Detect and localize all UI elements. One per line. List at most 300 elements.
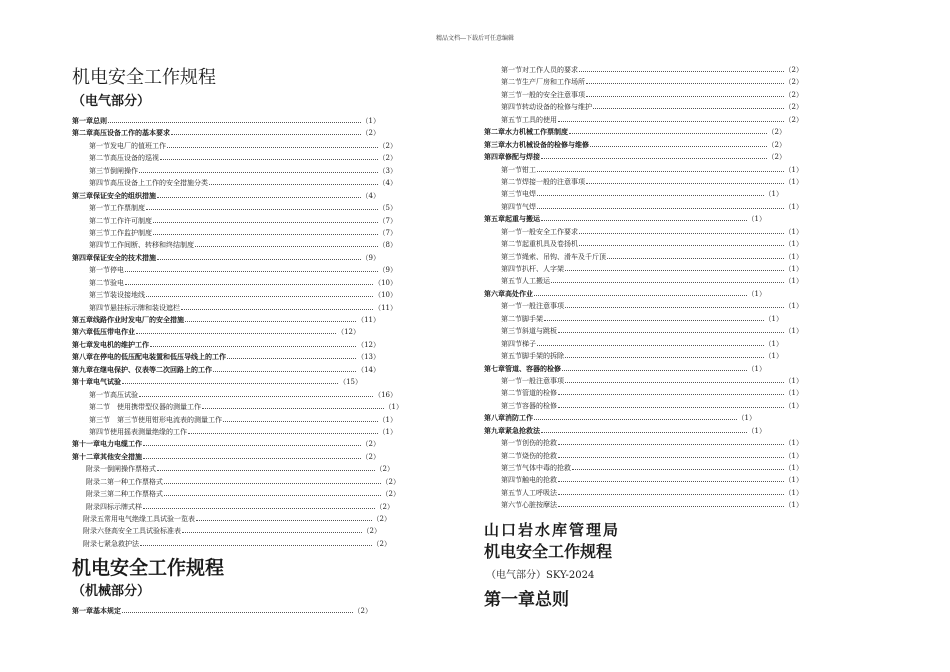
toc-entry[interactable] [72, 114, 380, 126]
toc-dot-leader [213, 363, 356, 372]
toc-entry-title: 第三节 第三节使用钳形电流表的测量工作 [89, 415, 222, 424]
toc-dot-leader [143, 437, 361, 446]
organization-name: 山口岩水库管理局 [484, 520, 621, 539]
toc-dot-leader [146, 201, 378, 210]
toc-entry[interactable] [72, 176, 397, 188]
doc-subtitle-mechanical: （机械部分） [72, 584, 151, 600]
toc-entry[interactable] [72, 437, 380, 449]
toc-page-number: （1） [784, 265, 803, 273]
toc-entry-title: 第三节工作监护制度 [89, 228, 152, 237]
toc-page-number: （1） [384, 403, 403, 412]
toc-entry[interactable] [72, 313, 380, 325]
toc-page-number: （1） [784, 240, 803, 249]
toc-entry-title: 第三节绳索、吊钩、滑车及千斤顶 [501, 252, 606, 261]
toc-dot-leader [565, 374, 784, 383]
toc-dot-leader [541, 212, 747, 221]
toc-dot-leader [558, 473, 784, 482]
toc-page-number: （1） [784, 165, 803, 174]
toc-entry-title: 第二节 使用携带型仪器的测量工作 [89, 403, 201, 412]
toc-page-number: （2） [784, 115, 803, 124]
toc-entry-title: 第六节心脏按摩法 [501, 501, 557, 510]
toc-entry-title: 第一节停电 [89, 266, 124, 275]
toc-mechanical [72, 604, 372, 616]
toc-page-number: （2） [381, 490, 400, 499]
doc-title: 机电安全工作规程 [72, 67, 216, 88]
toc-page-number: （16） [374, 390, 397, 399]
toc-entry[interactable] [484, 163, 803, 175]
toc-entry[interactable] [72, 251, 380, 263]
toc-entry-title: 第四节触电的抢救 [501, 476, 557, 485]
toc-entry-title: 第二节烧伤的抢救 [501, 451, 557, 460]
toc-page-number: （1） [747, 215, 766, 224]
toc-entry-title: 第五章线路作业时发电厂的安全措施 [72, 315, 184, 324]
toc-entry-title: 第四节悬挂标示牌和装设遮栏 [89, 303, 180, 312]
toc-dot-leader [565, 299, 784, 308]
toc-entry[interactable] [484, 362, 766, 374]
toc-entry-title: 第四节高压设备上工作的安全措施分类 [89, 179, 208, 188]
toc-entry-title: 第六章高处作业 [484, 288, 533, 298]
toc-dot-leader [586, 75, 784, 84]
toc-entry[interactable] [484, 100, 803, 112]
toc-page-number: （2） [784, 66, 803, 74]
toc-dot-leader [140, 537, 372, 546]
toc-entry-title: 第一节对工作人员的要求 [501, 66, 578, 74]
toc-entry[interactable] [484, 337, 783, 349]
toc-entry[interactable] [72, 512, 391, 524]
toc-entry[interactable] [72, 164, 397, 176]
toc-page-number: （1） [784, 476, 803, 485]
toc-dot-leader [534, 411, 737, 420]
toc-entry-title: 第五节人工搬运 [501, 277, 550, 286]
toc-entry[interactable] [72, 500, 394, 512]
toc-page-number: （2） [361, 440, 380, 449]
toc-entry-title: 第四节使用摇表测量绝缘的工作 [89, 427, 187, 436]
toc-entry-title: 第六章低压带电作业 [72, 327, 135, 337]
toc-dot-leader [125, 263, 378, 272]
cover-subtitle: （电气部分）SKY-2024 [486, 569, 595, 581]
toc-entry[interactable] [484, 212, 766, 224]
toc-page-number: （1） [784, 202, 803, 211]
toc-dot-leader [579, 225, 784, 234]
toc-entry[interactable] [72, 189, 380, 201]
toc-page-number: （1） [764, 352, 783, 361]
toc-page-number: （1） [764, 314, 783, 323]
toc-entry[interactable] [72, 375, 362, 387]
toc-entry[interactable] [72, 238, 397, 250]
toc-entry-title: 第三节装设接地线 [89, 291, 145, 300]
chapter-heading: 第一章总则 [484, 589, 569, 610]
toc-entry-title: 第二节生产厂房和工作场所 [501, 78, 585, 87]
toc-page-number: （2） [381, 477, 400, 486]
toc-entry-title: 第二章高压设备工作的基本要求 [72, 128, 170, 138]
toc-page-number: （1） [764, 339, 783, 348]
toc-page-number: （2） [767, 128, 786, 137]
toc-entry[interactable] [72, 425, 397, 437]
toc-dot-leader [579, 63, 784, 72]
toc-dot-leader [125, 276, 373, 285]
toc-page-number: （1） [784, 501, 803, 510]
toc-page-number: （7） [378, 228, 397, 237]
toc-electrical [72, 114, 403, 549]
toc-page-number: （8） [378, 241, 397, 250]
toc-entry-title: 第四节转动设备的检修与维护 [501, 103, 592, 112]
toc-dot-leader [551, 274, 784, 283]
toc-page-number: （1） [784, 389, 803, 398]
toc-entry[interactable] [484, 436, 803, 448]
toc-page-number: （1） [378, 427, 397, 436]
toc-entry[interactable] [484, 374, 803, 386]
toc-dot-leader [185, 313, 356, 322]
toc-page-number: （1） [764, 190, 783, 199]
toc-entry[interactable] [484, 225, 803, 237]
toc-entry-title: 附录四标示牌式样 [86, 502, 142, 511]
toc-entry-title: 第三节电焊 [501, 190, 536, 199]
toc-dot-leader [209, 176, 378, 185]
toc-dot-leader [122, 375, 338, 384]
toc-page-number: （13） [357, 353, 380, 362]
toc-entry[interactable] [72, 301, 397, 313]
toc-entry[interactable] [484, 138, 786, 150]
toc-entry[interactable] [72, 288, 397, 300]
toc-page-number: （2） [784, 90, 803, 99]
toc-entry[interactable] [484, 75, 803, 87]
toc-page-number: （1） [747, 289, 766, 298]
toc-entry-title: 第一节一般安全工作要求 [501, 227, 578, 236]
toc-dot-leader [146, 288, 373, 297]
toc-entry[interactable] [484, 349, 783, 361]
toc-page-number: （10） [374, 291, 397, 300]
toc-entry-title: 第五节工具的使用 [501, 115, 557, 124]
toc-entry-title: 第一节钳工 [501, 165, 536, 174]
toc-entry-title: 第二节起重机具及卷扬机 [501, 240, 578, 249]
toc-page-number: （1） [747, 364, 766, 373]
toc-page-number: （1） [784, 376, 803, 385]
toc-dot-leader [558, 386, 784, 395]
toc-entry[interactable] [484, 299, 803, 311]
doc-title-mechanical: 机电安全工作规程 [72, 557, 225, 580]
toc-page-number: （3） [378, 166, 397, 175]
toc-page-number: （1） [784, 488, 803, 497]
toc-entry-title: 第三节容器的检修 [501, 401, 557, 410]
toc-dot-leader [558, 436, 784, 445]
toc-dot-leader [562, 362, 747, 371]
toc-page-number: （4） [378, 179, 397, 188]
toc-entry-title: 第四节扒杆、人字架 [501, 265, 564, 273]
toc-page-number: （1） [361, 117, 380, 125]
toc-entry-title: 第三章水力机械设备的检修与维修 [484, 139, 589, 149]
left-column [72, 66, 403, 617]
toc-entry[interactable] [484, 262, 803, 274]
toc-entry-title: 附录二第一种工作票格式 [86, 477, 163, 486]
toc-entry-title: 第二节验电 [89, 278, 124, 287]
toc-entry-title: 第三章保证安全的组织措施 [72, 190, 156, 200]
toc-entry[interactable] [72, 350, 380, 362]
toc-page-number: （2） [378, 154, 397, 163]
toc-entry[interactable] [484, 411, 756, 423]
toc-entry-title: 第八章消防工作 [484, 413, 533, 423]
toc-entry-title: 第十一章电力电缆工作 [72, 439, 142, 449]
toc-page-number: （2） [767, 153, 786, 162]
toc-entry-title: 第四节气焊 [501, 202, 536, 211]
toc-page-number: （4） [361, 191, 380, 200]
toc-entry[interactable] [72, 276, 397, 288]
toc-entry[interactable] [484, 175, 803, 187]
toc-entry-title: 第一节一般注意事项 [501, 376, 564, 385]
toc-entry[interactable] [72, 487, 400, 499]
toc-entry-title: 第九章在继电保护、仪表等二次回路上的工作 [72, 364, 212, 374]
toc-page-number: （1） [784, 439, 803, 448]
toc-dot-leader [558, 449, 784, 458]
toc-dot-leader [558, 324, 784, 333]
toc-entry[interactable] [72, 201, 397, 213]
toc-page-number: （2） [784, 78, 803, 87]
toc-dot-leader [579, 237, 784, 246]
toc-entry[interactable] [484, 250, 803, 262]
toc-page-number: （2） [767, 140, 786, 149]
toc-entry[interactable] [72, 139, 397, 151]
toc-dot-leader [150, 338, 356, 347]
toc-dot-leader [139, 164, 378, 173]
toc-page-number: （1） [784, 227, 803, 236]
toc-dot-leader [558, 113, 784, 122]
toc-entry[interactable] [484, 486, 803, 498]
toc-dot-leader [227, 350, 356, 359]
toc-entry[interactable] [484, 200, 803, 212]
toc-entry-title: 第一节发电厂的值班工作 [89, 141, 166, 150]
toc-entry-title: 第三节斜道与跳板 [501, 327, 557, 336]
toc-page-number: （1） [747, 426, 766, 435]
toc-entry[interactable] [72, 413, 397, 425]
toc-dot-leader [182, 524, 362, 533]
toc-entry[interactable] [72, 604, 372, 616]
toc-dot-leader [157, 251, 361, 260]
toc-dot-leader [195, 238, 378, 247]
toc-page-number: （1） [378, 415, 397, 424]
toc-entry-title: 第七章管道、容器的检修 [484, 363, 561, 373]
toc-dot-leader [541, 424, 747, 433]
toc-dot-leader [188, 425, 378, 434]
toc-dot-leader [164, 475, 381, 484]
toc-entry[interactable] [484, 150, 786, 162]
toc-entry-title: 第二节高压设备的巡视 [89, 154, 159, 163]
toc-entry[interactable] [72, 537, 391, 549]
toc-dot-leader [157, 189, 361, 198]
toc-page-number: （7） [378, 216, 397, 225]
toc-entry[interactable] [484, 287, 766, 299]
toc-dot-leader [590, 138, 767, 147]
toc-dot-leader [171, 126, 361, 135]
toc-entry[interactable] [484, 399, 803, 411]
toc-page-number: （2） [375, 465, 394, 474]
toc-entry[interactable] [484, 113, 803, 125]
toc-page-number: （1） [784, 327, 803, 336]
toc-entry[interactable] [72, 325, 360, 337]
toc-dot-leader [569, 125, 767, 134]
toc-dot-leader [544, 312, 764, 321]
toc-page-number: （9） [378, 266, 397, 275]
toc-dot-leader [607, 250, 784, 259]
toc-entry-title: 附录三第二种工作票格式 [86, 490, 163, 499]
toc-entry-title: 第四章保证安全的技术措施 [72, 252, 156, 262]
toc-entry-title: 第二节脚手架 [501, 314, 543, 323]
toc-entry-title: 第九章紧急抢救法 [484, 425, 540, 435]
toc-entry-title: 第一章总则 [72, 116, 107, 125]
toc-dot-leader [541, 150, 767, 159]
toc-entry[interactable] [484, 386, 803, 398]
toc-page-number: （2） [378, 141, 397, 150]
toc-page-number: （1） [784, 302, 803, 311]
toc-entry[interactable] [484, 461, 803, 473]
toc-dot-leader [143, 500, 375, 509]
toc-entry[interactable] [484, 498, 803, 510]
toc-entry-title: 第五节脚手架的拆除 [501, 352, 564, 361]
toc-page-number: （2） [372, 539, 391, 548]
toc-entry-title: 第一章基本规定 [72, 606, 121, 616]
toc-dot-leader [565, 262, 784, 271]
toc-dot-leader [572, 461, 784, 470]
toc-entry-title: 第五章起重与搬运 [484, 214, 540, 224]
toc-entry[interactable] [72, 338, 380, 350]
toc-dot-leader [558, 399, 784, 408]
toc-entry[interactable] [484, 237, 803, 249]
toc-dot-leader [586, 175, 784, 184]
toc-page-number: （1） [737, 414, 756, 423]
toc-entry-title: 第一节工作票制度 [89, 204, 145, 213]
toc-dot-leader [143, 450, 361, 459]
toc-dot-leader [196, 512, 372, 521]
toc-entry-title: 第二节焊接一般的注意事项 [501, 177, 585, 186]
toc-dot-leader [139, 388, 373, 397]
toc-entry[interactable] [484, 187, 783, 199]
toc-dot-leader [202, 400, 384, 409]
toc-entry[interactable] [72, 126, 380, 138]
toc-page-number: （1） [784, 252, 803, 261]
toc-dot-leader [534, 287, 747, 296]
toc-page-number: （1） [784, 451, 803, 460]
toc-entry[interactable] [484, 63, 803, 75]
toc-entry-title: 附录六登高安全工具试验标准表 [83, 527, 181, 536]
toc-entry-title: 第二章水力机械工作票制度 [484, 127, 568, 137]
toc-entry-title: 第四节梯子 [501, 339, 536, 348]
toc-page-number: （2） [361, 129, 380, 138]
toc-page-number: （1） [784, 464, 803, 472]
toc-page-number: （2） [784, 103, 803, 112]
toc-entry-title: 第二节工作许可制度 [89, 216, 152, 225]
toc-dot-leader [164, 487, 381, 496]
toc-dot-leader [558, 498, 784, 507]
toc-page-number: （11） [374, 303, 397, 312]
toc-entry-title: 第三节一般的安全注意事项 [501, 90, 585, 99]
toc-page-number: （2） [353, 607, 372, 616]
toc-entry[interactable] [484, 424, 766, 436]
toc-mechanical-continued [484, 63, 803, 511]
toc-entry[interactable] [72, 400, 403, 412]
toc-dot-leader [181, 301, 373, 310]
toc-page-number: （15） [339, 378, 362, 387]
toc-entry-title: 第七章发电机的维护工作 [72, 339, 149, 349]
toc-page-number: （5） [378, 204, 397, 213]
toc-entry[interactable] [72, 226, 397, 238]
toc-entry[interactable] [484, 324, 803, 336]
toc-entry[interactable] [484, 125, 786, 137]
toc-page-number: （2） [361, 452, 380, 461]
toc-entry-title: 第一节一般注意事项 [501, 302, 564, 311]
toc-entry[interactable] [484, 473, 803, 485]
toc-page-number: （2） [362, 527, 381, 536]
toc-entry[interactable] [484, 88, 803, 100]
toc-dot-leader [122, 604, 353, 613]
toc-dot-leader [586, 88, 784, 97]
toc-dot-leader [160, 151, 378, 160]
toc-entry-title: 第三节气体中毒的抢救 [501, 464, 571, 472]
toc-entry[interactable] [72, 214, 397, 226]
toc-entry-title: 附录五常用电气绝缘工具试验一览表 [83, 515, 195, 523]
toc-entry[interactable] [484, 312, 783, 324]
toc-dot-leader [108, 114, 361, 123]
toc-entry-title: 第五节人工呼吸法 [501, 488, 557, 497]
toc-dot-leader [136, 325, 336, 334]
toc-entry[interactable] [72, 363, 380, 375]
toc-dot-leader [537, 337, 764, 346]
toc-dot-leader [565, 349, 764, 358]
toc-entry[interactable] [484, 274, 803, 286]
toc-entry-title: 第一节创伤的抢救 [501, 439, 557, 448]
toc-dot-leader [223, 413, 378, 422]
toc-page-number: （2） [372, 515, 391, 523]
toc-dot-leader [537, 163, 784, 172]
right-column [484, 63, 803, 611]
toc-entry[interactable] [484, 449, 803, 461]
toc-dot-leader [153, 214, 378, 223]
toc-entry[interactable] [72, 462, 394, 474]
toc-entry-title: 第十章电气试验 [72, 377, 121, 387]
toc-entry-title: 第三节倒闸操作 [89, 166, 138, 175]
toc-page-number: （12） [357, 340, 380, 349]
doc-subtitle: （电气部分） [72, 94, 151, 109]
toc-entry[interactable] [72, 475, 400, 487]
toc-dot-leader [153, 226, 378, 235]
toc-entry[interactable] [72, 524, 381, 536]
toc-dot-leader [537, 187, 764, 196]
toc-page-number: （14） [357, 365, 380, 374]
toc-dot-leader [558, 486, 784, 495]
toc-entry[interactable] [72, 450, 380, 462]
toc-dot-leader [157, 462, 375, 471]
toc-entry[interactable] [72, 263, 397, 275]
toc-entry[interactable] [72, 388, 397, 400]
toc-entry-title: 第一节高压试验 [89, 390, 138, 399]
toc-dot-leader [167, 139, 378, 148]
toc-entry-title: 第八章在停电的低压配电装置和低压导线上的工作 [72, 352, 226, 362]
toc-page-number: （9） [361, 253, 380, 262]
toc-entry-title: 附录一倒闸操作票格式 [86, 465, 156, 474]
toc-page-number: （11） [357, 316, 380, 324]
toc-page-number: （1） [784, 277, 803, 286]
page-header: 精品文档---下载后可任意编辑 [435, 35, 515, 42]
toc-page-number: （12） [337, 328, 360, 337]
toc-page-number: （10） [374, 278, 397, 287]
toc-page-number: （2） [375, 502, 394, 511]
toc-entry[interactable] [72, 151, 397, 163]
toc-entry-title: 第二节管道的检修 [501, 389, 557, 398]
cover-title: 机电安全工作规程 [484, 541, 613, 561]
toc-entry-title: 第十二章其他安全措施 [72, 451, 142, 461]
toc-entry-title: 第四章修配与焊接 [484, 152, 540, 162]
toc-page-number: （1） [784, 401, 803, 410]
toc-entry-title: 第四节工作间断、转移和终结制度 [89, 241, 194, 250]
toc-page-number: （1） [784, 177, 803, 186]
toc-dot-leader [593, 100, 784, 109]
